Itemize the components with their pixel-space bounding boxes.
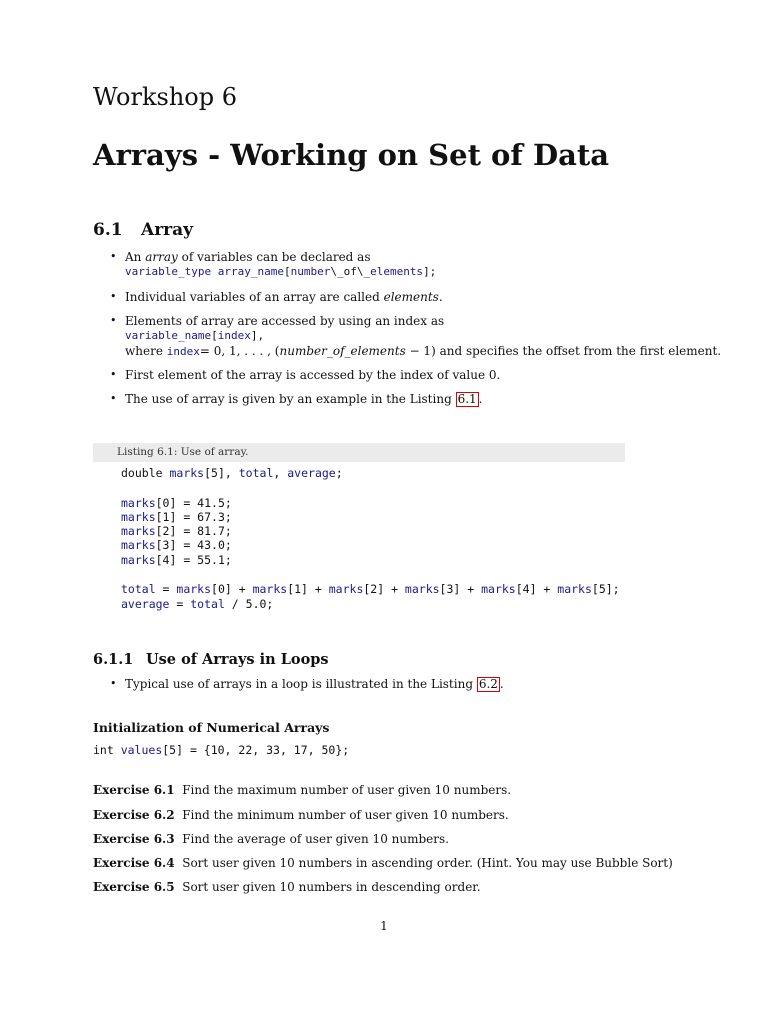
code-identifier: total xyxy=(238,466,274,480)
code-line xyxy=(93,743,349,757)
code-punct: [5] = {10, 22, 33, 17, 50}; xyxy=(162,743,350,757)
section-heading xyxy=(93,219,193,241)
code-punct: [4] + xyxy=(515,582,558,596)
code-identifier: index xyxy=(166,345,200,358)
code-line xyxy=(121,496,232,511)
code-punct: [2] + xyxy=(363,582,405,596)
exercise-label: Exercise 6.1 xyxy=(93,783,175,797)
code-line xyxy=(121,538,232,553)
bullet-icon: • xyxy=(110,250,117,263)
code-identifier: average xyxy=(121,597,170,611)
code-punct: [5]; xyxy=(591,582,620,596)
listing-link[interactable]: 6.1 xyxy=(457,392,477,406)
code-punct: [ xyxy=(211,329,218,342)
exercise-text: Sort user given 10 numbers in descending order. xyxy=(182,880,481,894)
code-punct: , xyxy=(273,466,281,480)
code-punct: [3] + xyxy=(439,582,482,596)
bullet-icon: • xyxy=(110,368,117,381)
bullet-text: The use of array is given by an example in the Listing xyxy=(125,392,456,406)
subsection-heading xyxy=(93,650,329,670)
exercise-label: Exercise 6.2 xyxy=(93,808,175,822)
subsection-title: Use of Arrays in Loops xyxy=(146,651,329,668)
bullet-text: Typical use of arrays in a loop is illustrated in the Listing xyxy=(125,677,477,691)
code-punct: = xyxy=(155,582,177,596)
code-punct: = 55.1; xyxy=(176,553,232,567)
bullet-text: where xyxy=(125,344,167,358)
listing-link[interactable]: 6.2 xyxy=(478,677,498,691)
bullet-text: of variables can be declared as xyxy=(177,250,371,264)
code-punct: / 5.0; xyxy=(224,597,274,611)
code-identifier: variable_name xyxy=(125,329,212,342)
code-line xyxy=(121,553,232,568)
subsection-number: 6.1.1 xyxy=(93,651,134,668)
code-punct: [0] + xyxy=(211,582,253,596)
bullet-text: − 1) and specifies the offset from the first element. xyxy=(405,344,722,358)
section-title: Array xyxy=(141,220,193,240)
exercise-item xyxy=(93,855,673,871)
code-identifier: marks xyxy=(121,538,156,552)
code-identifier: marks xyxy=(176,582,212,596)
bullet-text: . xyxy=(438,290,443,304)
code-identifier: number xyxy=(290,265,331,278)
code-identifier: marks xyxy=(121,524,156,538)
code-identifier: marks xyxy=(404,582,440,596)
code-identifier: marks xyxy=(169,466,205,480)
code-punct: = 67.3; xyxy=(176,510,232,524)
listing-caption-bar xyxy=(93,443,625,462)
inline-code xyxy=(125,265,436,280)
bullet-text: = 0, 1, . . . , ( xyxy=(199,344,280,358)
code-identifier: marks xyxy=(121,510,156,524)
code-line xyxy=(121,524,232,539)
bullet-icon: • xyxy=(110,392,117,405)
code-identifier: array_name xyxy=(217,265,284,278)
code-line xyxy=(121,466,343,481)
code-identifier: marks xyxy=(252,582,288,596)
code-type: int xyxy=(93,743,121,757)
code-identifier: average xyxy=(287,466,336,480)
bullet-text: Individual variables of an array are called xyxy=(125,290,384,304)
emphasis-term: number_of_elements xyxy=(279,344,406,358)
listing-caption: Listing 6.1: Use of array. xyxy=(117,446,249,458)
bullet-text: An xyxy=(125,250,146,264)
code-identifier: index xyxy=(217,329,251,342)
exercise-item xyxy=(93,879,481,895)
code-punct: [1] + xyxy=(287,582,329,596)
emphasis-term: elements xyxy=(383,290,439,304)
code-punct: \_of\_ xyxy=(330,265,371,278)
bullet-text: . xyxy=(478,392,483,406)
code-punct: [1] xyxy=(155,510,177,524)
bullet-icon: • xyxy=(110,314,117,327)
code-identifier: elements xyxy=(370,265,424,278)
code-punct: [4] xyxy=(155,553,177,567)
section-number: 6.1 xyxy=(93,220,123,240)
code-punct: = 81.7; xyxy=(176,524,232,538)
bullet-text: . xyxy=(499,677,504,691)
code-punct: = 41.5; xyxy=(176,496,232,510)
code-punct: [0] xyxy=(155,496,177,510)
bullet-icon: • xyxy=(110,677,117,690)
code-identifier: marks xyxy=(481,582,516,596)
emphasis-term: array xyxy=(145,250,178,264)
exercise-item xyxy=(93,807,509,823)
bullet-text: First element of the array is accessed by the index of value 0. xyxy=(125,368,501,382)
code-identifier: marks xyxy=(121,553,156,567)
code-type: double xyxy=(121,466,163,480)
code-punct: [3] xyxy=(155,538,177,552)
page-number: 1 xyxy=(380,919,388,933)
code-identifier: values xyxy=(120,743,163,757)
exercise-label: Exercise 6.3 xyxy=(93,832,175,846)
exercise-item xyxy=(93,782,511,798)
exercise-text: Find the minimum number of user given 10 numbers. xyxy=(182,808,509,822)
code-punct: [2] xyxy=(155,524,177,538)
paragraph-heading: Initialization of Numerical Arrays xyxy=(93,720,330,735)
code-type: variable_type xyxy=(125,265,212,278)
code-punct: [ xyxy=(283,265,291,278)
exercise-label: Exercise 6.4 xyxy=(93,856,175,870)
code-identifier: marks xyxy=(328,582,364,596)
exercise-text: Find the average of user given 10 numbers. xyxy=(182,832,449,846)
code-identifier: total xyxy=(190,597,225,611)
code-punct: ]; xyxy=(423,265,437,278)
code-identifier: total xyxy=(121,582,156,596)
exercise-text: Find the maximum number of user given 10 numbers. xyxy=(182,783,512,797)
code-punct: = xyxy=(169,597,191,611)
code-identifier: marks xyxy=(121,496,156,510)
exercise-label: Exercise 6.5 xyxy=(93,880,175,894)
bullet-text: Elements of array are accessed by using an index as xyxy=(125,314,445,328)
chapter-label: Workshop 6 xyxy=(93,83,237,111)
code-punct: = 43.0; xyxy=(176,538,232,552)
bullet-icon: • xyxy=(110,290,117,303)
code-line xyxy=(121,582,620,597)
code-punct: [5], xyxy=(204,466,232,480)
code-punct: ], xyxy=(250,329,265,342)
exercise-item xyxy=(93,831,449,847)
code-punct: ; xyxy=(335,466,343,480)
exercise-text: Sort user given 10 numbers in ascending order. (Hint. You may use Bubble Sort) xyxy=(182,856,673,870)
code-line xyxy=(121,597,273,612)
chapter-title: Arrays - Working on Set of Data xyxy=(93,138,610,172)
code-identifier: marks xyxy=(557,582,592,596)
code-line xyxy=(121,510,232,525)
inline-code xyxy=(125,329,264,344)
